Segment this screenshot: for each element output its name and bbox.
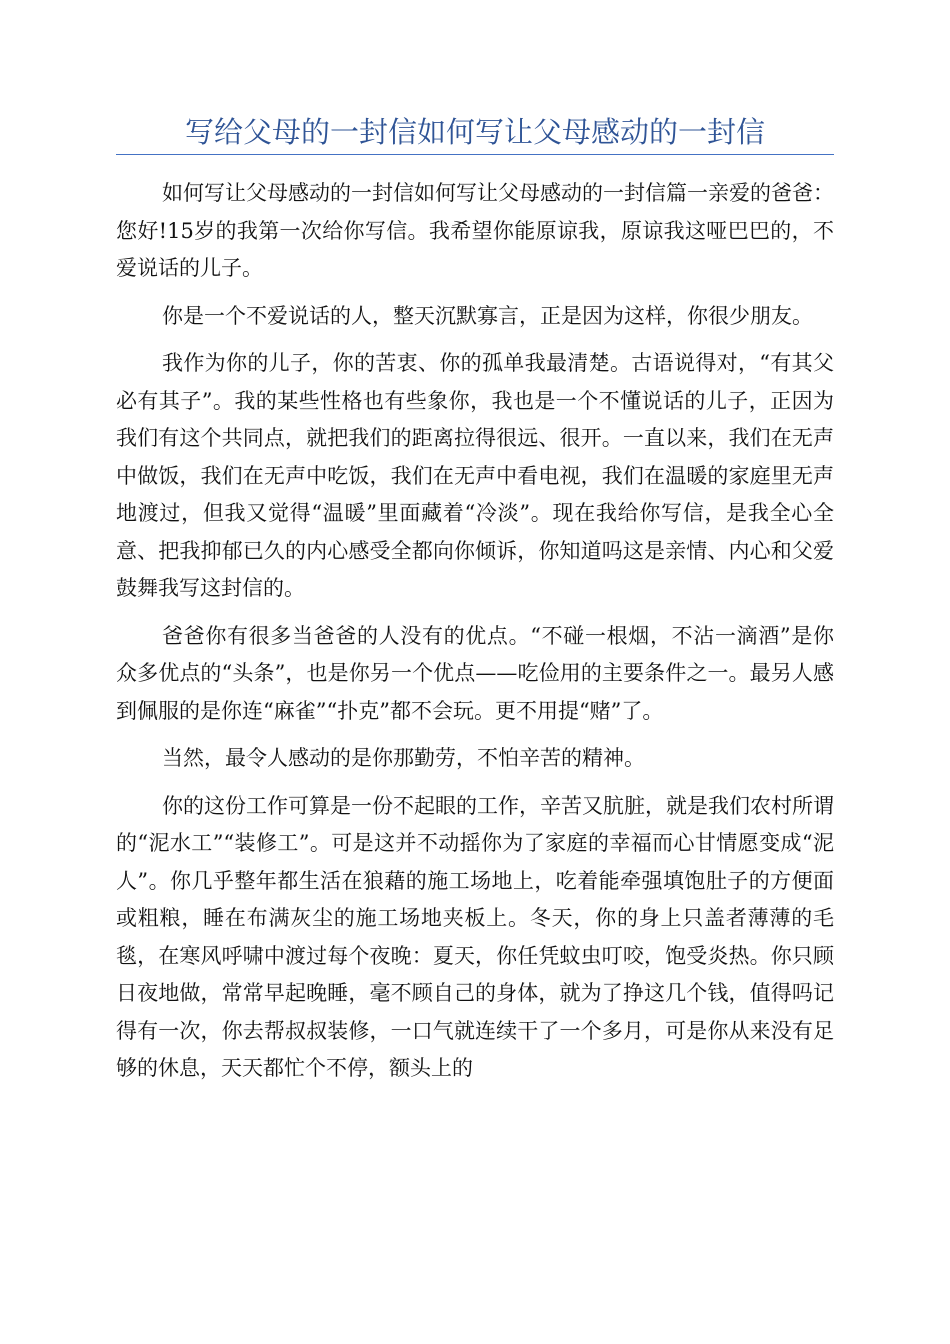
paragraph-2: 你是一个不爱说话的人，整天沉默寡言，正是因为这样，你很少朋友。 <box>162 303 813 328</box>
title-underline <box>116 154 834 155</box>
document-title: 写给父母的一封信如何写让父母感动的一封信 <box>184 115 765 149</box>
paragraph-5: 当然，最令人感动的是你那勤劳，不怕辛苦的精神。 <box>162 746 645 770</box>
paragraph-1: 如何写让父母感动的一封信如何写让父母感动的一封信篇一亲爱的爸爸： 您好!15岁的我第一次给你写信。我希望你能原谅我，原谅我这哑巴巴的，不爱说话的儿子。 <box>116 181 834 280</box>
paragraph-6: 你的这份工作可算是一份不起眼的工作，辛苦又肮脏，就是我们农村所谓的“泥水工”“装修工”。可是这并不动摇你为了家庭的幸福而心甘情愿变成“泥人”。你几乎整年都生活在狼藉的施工场地上，吃着能牵强填饱肚子的方便面或粗粮，睡在布满灰尘的施工场地夹板上。冬天，你的身上只盖者薄薄的毛毯，在寒风呼啸中渡过每个夜晚：夏天，你任凭蚊虫叮咬，饱受炎热。你只顾日夜地做，常常早起晚睡，毫不顾自己的身体，就为了挣这几个钱，值得吗记得有一次，你去帮叔叔装修，一口气就连续干了一个多月，可是你从来没有足够的休息，天天都忙个不停，额头上的 <box>116 793 834 1080</box>
paragraph-4: 爸爸你有很多当爸爸的人没有的优点。“不碰一根烟，不沾一滴酒”是你众多优点的“头条”，也是你另一个优点——吃俭用的主要条件之一。最另人感到佩服的是你连“麻雀”“扑克”都不会玩。更不用提“赌”了。 <box>116 623 834 723</box>
paragraph-3: 我作为你的儿子，你的苦衷、你的孤单我最清楚。古语说得对，“有其父必有其子”。我的某些性格也有些象你，我也是一个不懂说话的儿子，正因为我们有这个共同点，就把我们的距离拉得很远、很开。一直以来，我们在无声中做饭，我们在无声中吃饭，我们在无声中看电视，我们在温暖的家庭里无声地渡过，但我又觉得“温暖”里面藏着“冷淡”。现在我给你写信，是我全心全意、把我抑郁已久的内心感受全都向你倾诉，你知道吗这是亲情、内心和父爱鼓舞我写这封信的。 <box>116 351 834 600</box>
document-body <box>116 175 834 1098</box>
